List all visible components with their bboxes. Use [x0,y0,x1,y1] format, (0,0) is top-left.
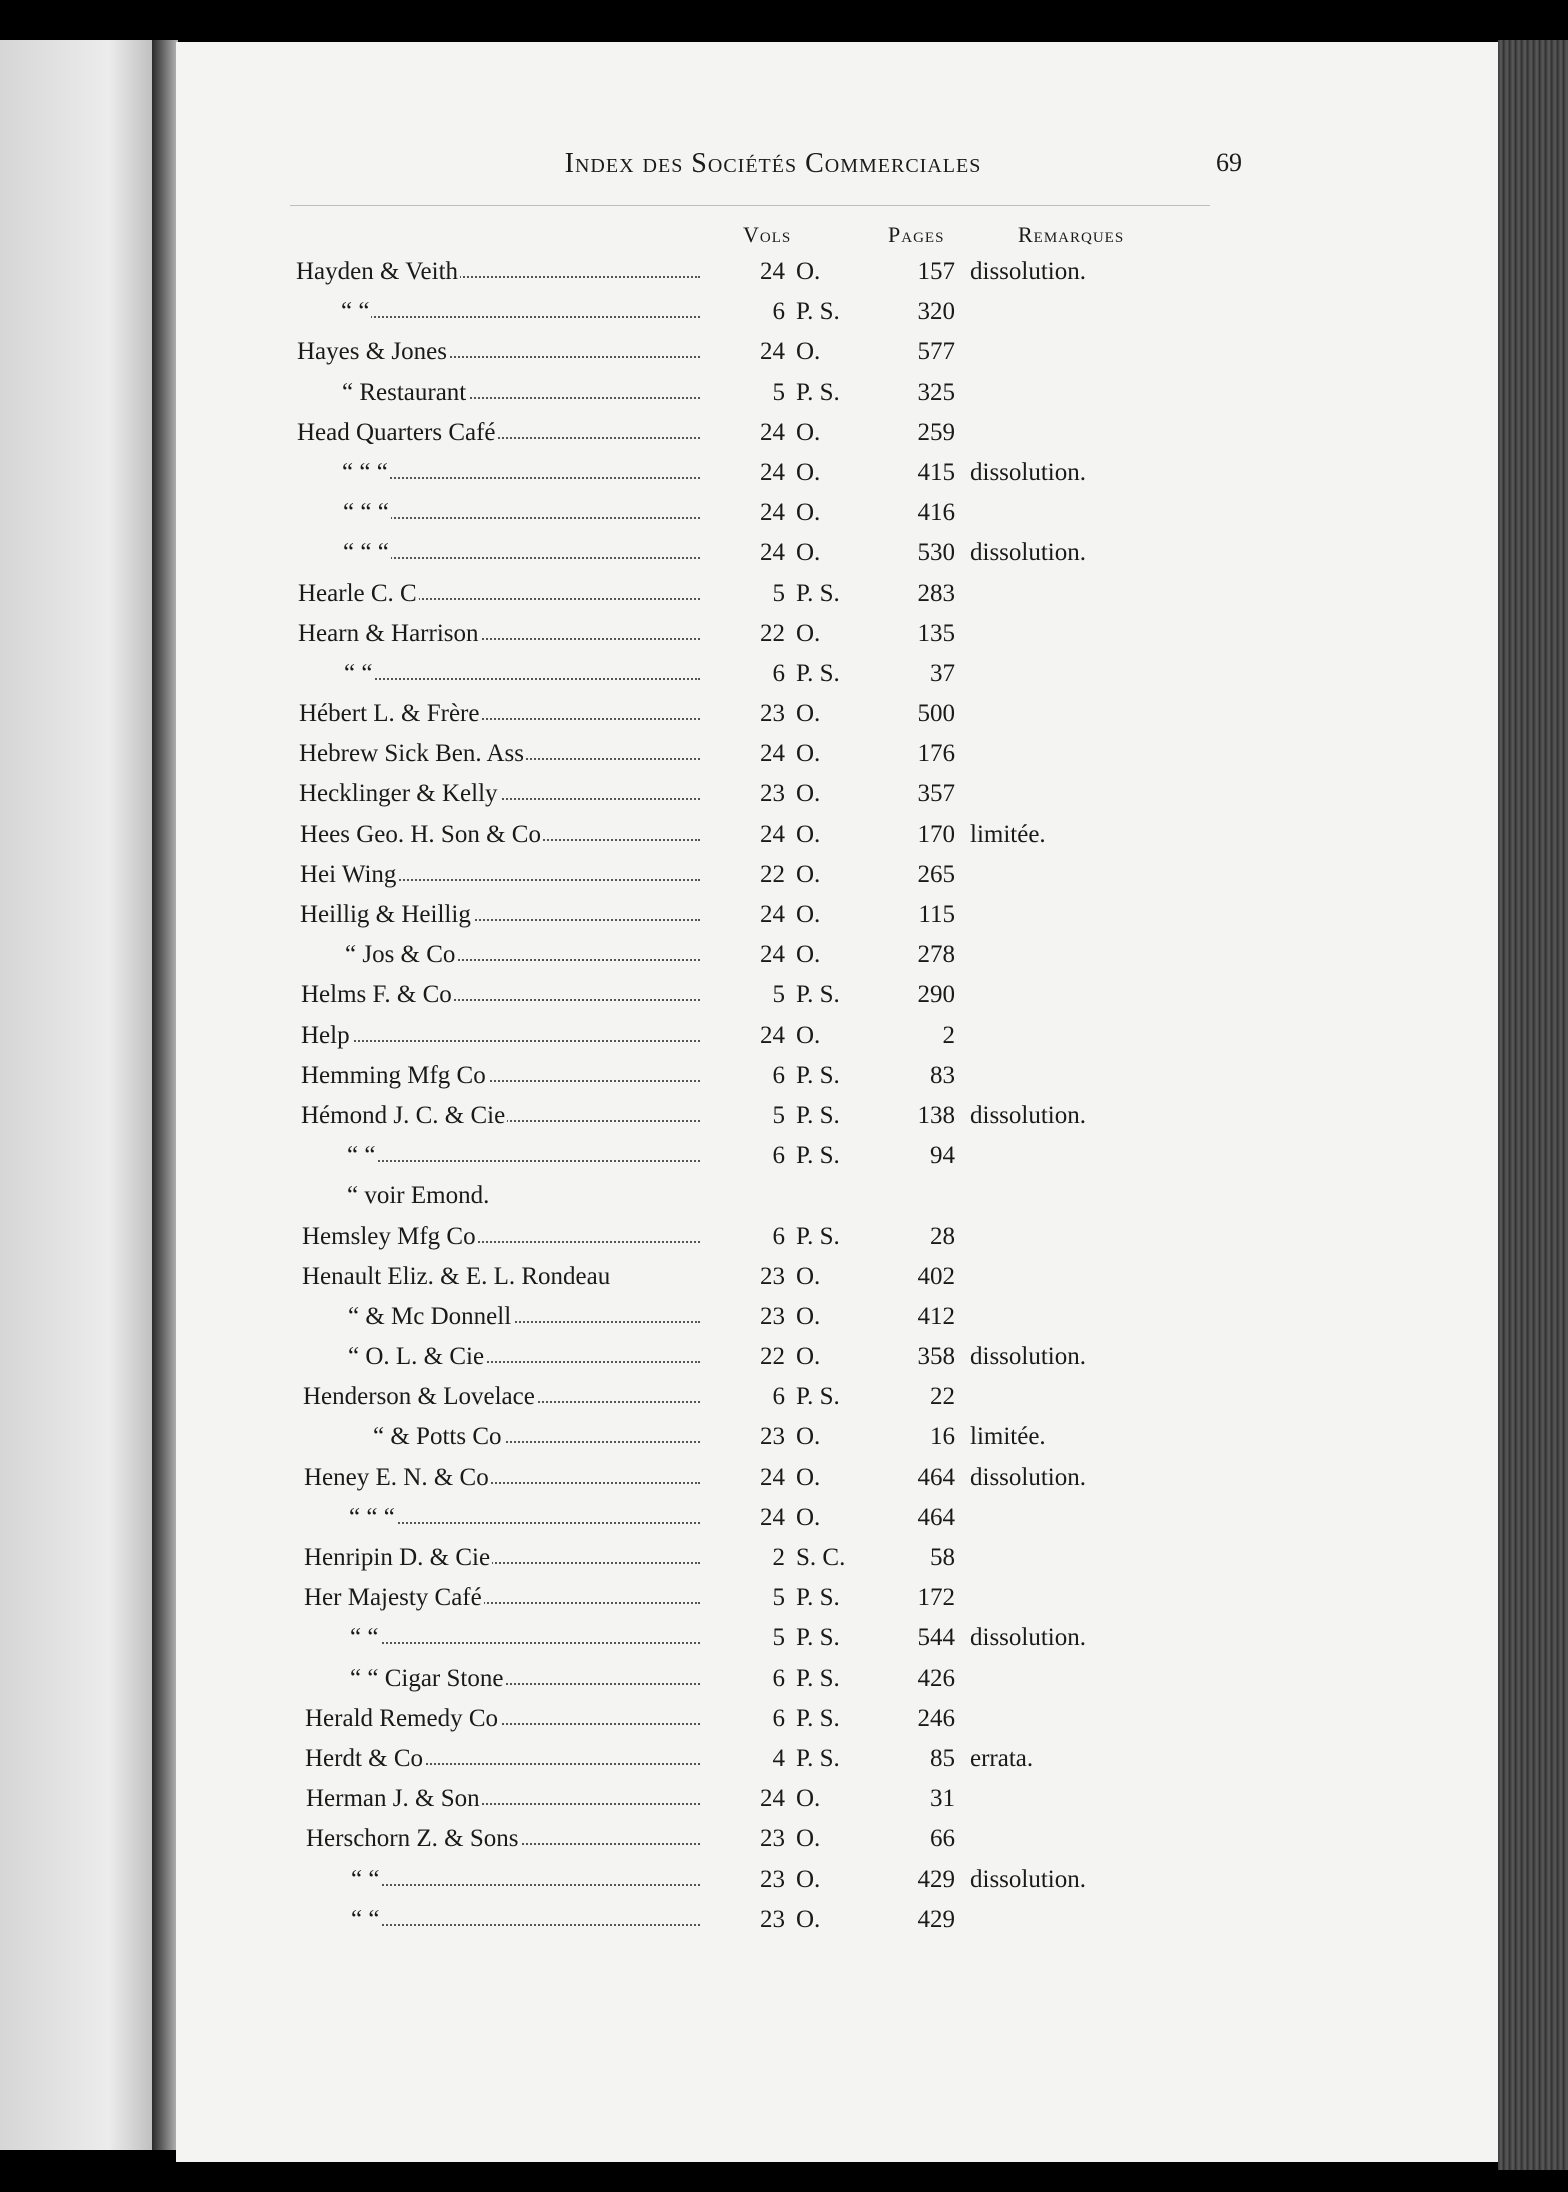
entry-page: 500 [917,700,955,728]
index-entry [0,1423,1568,1463]
entry-page: 464 [917,1503,955,1531]
entry-volume: 24 [760,941,785,969]
entry-series: O. [796,860,821,888]
entry-name [300,861,700,889]
index-entry [0,1223,1568,1263]
entry-name [305,1745,700,1773]
entry-volume: 6 [772,659,785,687]
entry-series: O. [796,499,821,527]
index-entry [0,580,1568,620]
index-entry [0,1624,1568,1664]
entry-name-text: “ & Mc Donnell [348,1302,512,1330]
leader-dots [344,678,700,680]
entry-name-text: Herald Remedy Co [305,1704,499,1732]
index-entry [0,821,1568,861]
entry-name-text: Helms F. & Co [301,981,452,1009]
entry-name-text: Her Majesty Café [304,1584,482,1612]
entry-page: 464 [917,1463,955,1491]
index-entry [0,901,1568,941]
leader-dots [301,1040,700,1042]
running-title: Index des Sociétés Commerciales [564,148,982,179]
entry-page: 412 [917,1302,955,1330]
index-entry [0,1062,1568,1102]
entry-volume: 24 [760,1463,785,1491]
entry-name [298,620,700,648]
entry-name [304,1584,700,1612]
entry-volume: 23 [760,1865,785,1893]
index-entry [0,258,1568,298]
entry-volume: 24 [760,1503,785,1531]
index-entry [0,419,1568,459]
entry-name [343,539,700,567]
entry-page: 135 [917,619,955,647]
running-header [176,148,1498,188]
entry-name-text: Herschorn Z. & Sons [306,1825,519,1853]
entry-page: 170 [917,820,955,848]
index-entry [0,1906,1568,1946]
index-entry [0,1263,1568,1303]
index-entry [0,1544,1568,1584]
entry-name-text: “ voir Emond. [347,1182,490,1210]
index-entry [0,941,1568,981]
index-entry [0,981,1568,1021]
entry-name [348,1303,700,1331]
entry-name-text: “ “ [351,1905,380,1933]
entry-volume: 24 [760,499,785,527]
entry-name [349,1504,700,1532]
entry-series: O. [796,1825,821,1853]
entry-name-text: Hébert L. & Frère [299,700,480,728]
entry-volume: 24 [760,820,785,848]
entry-name [302,1263,700,1291]
entry-page: 357 [917,780,955,808]
entry-page: 22 [930,1383,955,1411]
entry-volume: 24 [760,458,785,486]
leader-dots [347,1160,700,1162]
entry-page: 283 [917,579,955,607]
entry-page: 31 [930,1785,955,1813]
entry-series: O. [796,901,821,928]
entry-series: O. [796,1905,821,1933]
entry-series: S. C. [796,1544,846,1571]
index-entry [0,459,1568,499]
entry-page: 290 [917,981,955,1009]
entry-page: 176 [917,740,955,768]
entry-name-text: Henripin D. & Cie [304,1544,491,1571]
entry-volume: 23 [760,700,785,728]
entry-series: O. [796,1503,821,1531]
entry-name-text: “ & Potts Co [373,1423,502,1451]
entry-volume: 6 [772,1704,785,1732]
index-entries [0,258,1568,1946]
entry-page: 2 [942,1021,955,1049]
entry-name-text: “ “ Cigar Stone [350,1664,504,1692]
index-entry [0,1303,1568,1343]
entry-volume: 24 [760,258,785,285]
index-entry [0,1182,1568,1222]
entry-series: P. S. [796,1704,840,1732]
index-entry [0,660,1568,700]
entry-name-text: Head Quarters Café [297,418,496,446]
entry-remark: limitée. [970,1423,1046,1451]
entry-name-text: “ “ [344,659,373,687]
index-entry [0,1705,1568,1745]
entry-series: P. S. [796,1383,840,1411]
entry-name [347,1142,700,1170]
entry-series: P. S. [796,1584,840,1612]
entry-name [350,1665,700,1693]
entry-volume: 6 [772,1383,785,1411]
entry-name [299,740,700,768]
entry-series: O. [796,1021,821,1049]
entry-name-text: Heillig & Heillig [300,901,471,928]
entry-volume: 22 [760,1343,785,1371]
entry-name-text: “ “ “ [343,499,389,527]
index-entry [0,1665,1568,1705]
entry-name-text: Help [301,1021,350,1049]
entry-page: 83 [930,1061,955,1089]
entry-name [304,1464,700,1492]
entry-series: P. S. [796,298,840,326]
leader-dots [350,1642,700,1644]
index-entry [0,1464,1568,1504]
entry-name-text: Hearle C. C [298,579,417,607]
entry-name [342,379,700,407]
entry-series: O. [796,418,821,446]
entry-volume: 22 [760,860,785,888]
entry-volume: 24 [760,338,785,366]
index-entry [0,1584,1568,1624]
entry-series: O. [796,1785,821,1813]
entry-name [303,1383,700,1411]
entry-name [306,1785,700,1813]
index-entry [0,539,1568,579]
page-number: 69 [1216,148,1242,177]
entry-series: O. [796,1302,821,1330]
entry-volume: 24 [760,740,785,768]
entry-series: P. S. [796,1142,840,1170]
entry-name [350,1624,700,1652]
entry-page: 37 [930,659,955,687]
entry-series: O. [796,740,821,768]
entry-name [306,1825,700,1853]
entry-page: 85 [930,1744,955,1772]
entry-page: 577 [917,338,955,366]
entry-volume: 5 [772,981,785,1009]
entry-page: 320 [917,298,955,326]
entry-page: 58 [930,1544,955,1571]
entry-series: P. S. [796,1664,840,1692]
entry-name-text: Hees Geo. H. Son & Co [300,820,541,848]
entry-volume: 23 [760,1302,785,1330]
entry-page: 544 [917,1624,955,1652]
entry-page: 416 [917,499,955,527]
entry-name-text: Henderson & Lovelace [303,1383,535,1411]
entry-volume: 23 [760,1262,785,1290]
index-entry [0,1745,1568,1785]
index-entry [0,740,1568,780]
index-entry [0,620,1568,660]
entry-name [351,1866,700,1894]
entry-name-text: Hemsley Mfg Co [302,1222,476,1250]
entry-name [299,700,700,728]
entry-remark: limitée. [970,820,1046,848]
entry-page: 94 [930,1142,955,1170]
entry-name-text: “ “ [341,298,370,326]
entry-remark: dissolution. [970,1463,1086,1491]
entry-name [347,1182,700,1210]
entry-name [300,821,700,849]
entry-series: O. [796,941,821,969]
index-entry [0,1785,1568,1825]
entry-name [301,1102,700,1130]
entry-series: O. [796,1262,821,1290]
leader-dots [342,477,700,479]
entry-page: 429 [917,1865,955,1893]
entry-page: 426 [917,1664,955,1692]
entry-volume: 4 [772,1744,785,1772]
entry-series: P. S. [796,1624,840,1652]
entry-volume: 24 [760,1021,785,1049]
column-header-pages: Pages [888,222,945,247]
entry-page: 28 [930,1222,955,1250]
entry-name [301,981,700,1009]
entry-name-text: “ “ “ [349,1503,395,1531]
entry-volume: 6 [772,298,785,326]
entry-series: O. [796,539,821,567]
entry-name-text: Hayden & Veith [296,258,459,285]
entry-name-text: “ “ [350,1624,379,1652]
entry-name [297,419,700,447]
entry-volume: 24 [760,1785,785,1813]
entry-volume: 5 [772,1101,785,1129]
leader-dots [349,1522,700,1524]
entry-name-text: Heney E. N. & Co [304,1463,489,1491]
entry-name [351,1906,700,1934]
index-entry [0,1504,1568,1544]
entry-name [296,258,700,286]
entry-page: 358 [917,1343,955,1371]
entry-page: 66 [930,1825,955,1853]
entry-series: P. S. [796,1061,840,1089]
entry-series: P. S. [796,579,840,607]
entry-series: O. [796,619,821,647]
entry-volume: 5 [772,1584,785,1612]
entry-name-text: “ Restaurant [342,378,467,406]
entry-remark: dissolution. [970,1101,1086,1129]
entry-name [299,780,700,808]
entry-name [343,499,700,527]
entry-name-text: “ “ “ [343,539,389,567]
entry-page: 172 [917,1584,955,1612]
entry-volume: 2 [772,1544,785,1571]
entry-name [297,338,700,366]
entry-series: O. [796,1463,821,1491]
leader-dots [341,316,700,318]
entry-series: P. S. [796,378,840,406]
leader-dots [343,557,700,559]
entry-series: O. [796,820,821,848]
index-entry [0,1343,1568,1383]
header-rule [290,205,1210,206]
entry-name [305,1705,700,1733]
entry-series: P. S. [796,1744,840,1772]
entry-page: 259 [917,418,955,446]
entry-page: 325 [917,378,955,406]
entry-name-text: Hemming Mfg Co [301,1061,486,1089]
entry-name-text: Hebrew Sick Ben. Ass [299,740,524,768]
entry-page: 415 [917,458,955,486]
entry-name-text: “ “ [351,1865,380,1893]
entry-page: 429 [917,1905,955,1933]
entry-series: O. [796,458,821,486]
entry-name-text: Hémond J. C. & Cie [301,1101,506,1129]
entry-page: 157 [917,258,955,285]
entry-name-text: “ “ [347,1142,376,1170]
leader-dots [343,517,700,519]
entry-page: 138 [917,1101,955,1129]
entry-page: 115 [918,901,955,928]
leader-dots [351,1884,700,1886]
entry-volume: 23 [760,1825,785,1853]
entry-name [344,660,700,688]
entry-volume: 6 [772,1061,785,1089]
entry-volume: 23 [760,1423,785,1451]
entry-remark: dissolution. [970,458,1086,486]
index-entry [0,1102,1568,1142]
entry-page: 246 [917,1704,955,1732]
index-entry [0,1383,1568,1423]
entry-name-text: Herdt & Co [305,1744,424,1772]
entry-name [301,1062,700,1090]
entry-name-text: Hei Wing [300,860,397,888]
entry-name-text: Hecklinger & Kelly [299,780,498,808]
entry-page: 530 [917,539,955,567]
entry-volume: 5 [772,1624,785,1652]
index-entry [0,700,1568,740]
index-entry [0,1142,1568,1182]
entry-volume: 6 [772,1142,785,1170]
entry-name [301,1022,700,1050]
entry-series: P. S. [796,659,840,687]
entry-page: 265 [917,860,955,888]
entry-page: 16 [930,1423,955,1451]
index-entry [0,1866,1568,1906]
entry-volume: 5 [772,579,785,607]
index-entry [0,338,1568,378]
column-header-remarques: Remarques [1018,222,1125,247]
entry-series: P. S. [796,981,840,1009]
index-entry [0,1022,1568,1062]
entry-name-text: Henault Eliz. & E. L. Rondeau [302,1262,611,1290]
entry-series: O. [796,1423,821,1451]
entry-name [345,941,700,969]
entry-remark: dissolution. [970,539,1086,567]
entry-name [341,298,700,326]
entry-name-text: “ “ “ [342,458,388,486]
entry-page: 278 [917,941,955,969]
index-entry [0,861,1568,901]
column-headers [176,222,1498,252]
entry-name [300,901,700,929]
column-header-vols: Vols [743,222,792,247]
entry-name-text: Herman J. & Son [306,1785,480,1813]
leader-dots [351,1924,700,1926]
entry-remark: dissolution. [970,1865,1086,1893]
index-entry [0,1825,1568,1865]
entry-remark: dissolution. [970,1343,1086,1371]
entry-remark: dissolution. [970,258,1086,285]
entry-name [348,1343,700,1371]
entry-volume: 5 [772,378,785,406]
entry-name [304,1544,700,1572]
entry-name [342,459,700,487]
entry-volume: 22 [760,619,785,647]
entry-volume: 23 [760,780,785,808]
index-entry [0,298,1568,338]
entry-name [302,1223,700,1251]
entry-name-text: “ Jos & Co [345,941,456,969]
entry-page: 402 [917,1262,955,1290]
entry-volume: 6 [772,1664,785,1692]
entry-volume: 23 [760,1905,785,1933]
index-entry [0,780,1568,820]
entry-name [373,1423,700,1451]
entry-volume: 6 [772,1222,785,1250]
entry-series: P. S. [796,1101,840,1129]
entry-remark: dissolution. [970,1624,1086,1652]
entry-series: O. [796,258,821,285]
entry-series: O. [796,700,821,728]
entry-volume: 24 [760,418,785,446]
entry-volume: 24 [760,539,785,567]
entry-series: O. [796,780,821,808]
index-entry [0,379,1568,419]
entry-name-text: “ O. L. & Cie [348,1343,485,1371]
entry-name-text: Hayes & Jones [297,338,447,366]
entry-volume: 24 [760,901,785,928]
entry-series: O. [796,1343,821,1371]
entry-series: P. S. [796,1222,840,1250]
entry-remark: errata. [970,1744,1034,1772]
entry-name-text: Hearn & Harrison [298,619,479,647]
entry-series: O. [796,1865,821,1893]
index-entry [0,499,1568,539]
entry-name [298,580,700,608]
entry-series: O. [796,338,821,366]
